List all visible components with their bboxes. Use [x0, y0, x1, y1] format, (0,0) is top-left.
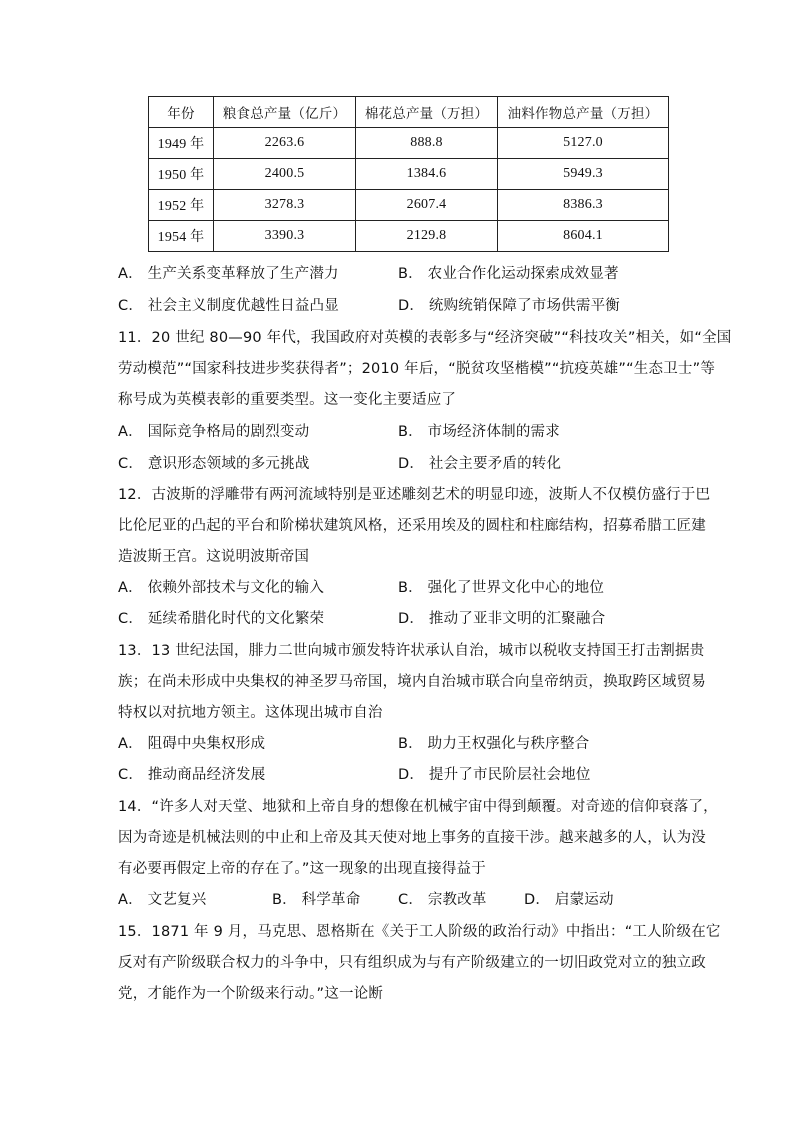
q15-stem-line: 15．1871 年 9 月，马克思、恩格斯在《关于工人阶级的政治行动》中指出：“工人阶级在它 [118, 924, 721, 940]
q12-stem-line: 比伦尼亚的凸起的平台和阶梯状建筑风格，还采用埃及的圆柱和柱廊结构，招募希腊工匠建 [118, 518, 706, 534]
q11-stem-line: 11．20 世纪 80—90 年代，我国政府对英模的表彰多与“经济突破”“科技攻关”相关，如“全国 [118, 330, 732, 346]
q12-option-d[interactable]: D． 推动了亚非文明的汇聚融合 [398, 611, 606, 627]
q10-option-b[interactable]: B． 农业合作化运动探索成效显著 [398, 266, 619, 282]
q13-stem-line: 族；在尚未形成中央集权的神圣罗马帝国，境内自治城市联合向皇帝纳贡，换取跨区域贸易 [118, 674, 706, 690]
production-table [148, 96, 669, 252]
q10-option-d[interactable]: D． 统购统销保障了市场供需平衡 [398, 298, 620, 314]
table-header-cell: 年份 [149, 97, 214, 128]
q13-stem-line: 特权以对抗地方领主。这体现出城市自治 [118, 705, 383, 721]
table-header-row [149, 97, 669, 128]
table-cell: 1952 年 [149, 190, 214, 221]
q13-option-c[interactable]: C． 推动商品经济发展 [118, 767, 266, 783]
table-cell: 2129.8 [356, 221, 498, 252]
q14-stem-line: 因为奇迹是机械法则的中止和上帝及其天使对地上事务的直接干涉。越来越多的人，认为没 [118, 830, 706, 846]
q15-stem-line: 党，才能作为一个阶级来行动。”这一论断 [118, 986, 384, 1002]
q10-option-c[interactable]: C． 社会主义制度优越性日益凸显 [118, 298, 339, 314]
q13-stem-line: 13．13 世纪法国，腓力二世向城市颁发特许状承认自治，城市以税收支持国王打击割据贵 [118, 643, 705, 659]
table-cell: 5949.3 [498, 159, 669, 190]
table-cell: 3278.3 [214, 190, 356, 221]
q14-option-a[interactable]: A． 文艺复兴 [118, 892, 207, 908]
q11-stem-line: 劳动模范”“国家科技进步奖获得者”；2010 年后，“脱贫攻坚楷模”“抗疫英雄”“生态卫士”等 [118, 361, 716, 377]
q12-option-c[interactable]: C． 延续希腊化时代的文化繁荣 [118, 611, 325, 627]
q15-stem-line: 反对有产阶级联合权力的斗争中，只有组织成为与有产阶级建立的一切旧政党对立的独立政 [118, 955, 706, 971]
table-header-cell: 棉花总产量（万担） [356, 97, 498, 128]
table-header-cell: 粮食总产量（亿斤） [214, 97, 356, 128]
q11-option-b[interactable]: B． 市场经济体制的需求 [398, 424, 560, 440]
table-row [149, 221, 669, 252]
q12-stem-line: 12．古波斯的浮雕带有两河流域特别是亚述雕刻艺术的明显印迹，波斯人不仅模仿盛行于巴 [118, 487, 711, 503]
q11-option-d[interactable]: D． 社会主要矛盾的转化 [398, 456, 562, 472]
table-cell: 2400.5 [214, 159, 356, 190]
q14-stem-line: 14．“许多人对天堂、地狱和上帝自身的想像在机械宇宙中得到颠覆。对奇迹的信仰衰落了， [118, 799, 718, 815]
table-cell: 888.8 [356, 128, 498, 159]
table-cell: 2607.4 [356, 190, 498, 221]
table-cell: 1949 年 [149, 128, 214, 159]
table-cell: 8386.3 [498, 190, 669, 221]
q13-option-b[interactable]: B． 助力王权强化与秩序整合 [398, 736, 590, 752]
q14-option-b[interactable]: B． 科学革命 [272, 892, 361, 908]
q14-option-c[interactable]: C． 宗教改革 [398, 892, 487, 908]
table-cell: 5127.0 [498, 128, 669, 159]
table-cell: 1954 年 [149, 221, 214, 252]
table-header-cell: 油料作物总产量（万担） [498, 97, 669, 128]
table-row [149, 159, 669, 190]
q12-stem-line: 造波斯王宫。这说明波斯帝国 [118, 549, 310, 565]
q11-option-a[interactable]: A． 国际竞争格局的剧烈变动 [118, 424, 310, 440]
q11-stem-line: 称号成为英模表彰的重要类型。这一变化主要适应了 [118, 392, 457, 408]
q11-option-c[interactable]: C． 意识形态领域的多元挑战 [118, 456, 310, 472]
table-cell: 8604.1 [498, 221, 669, 252]
table-cell: 1384.6 [356, 159, 498, 190]
table-cell: 1950 年 [149, 159, 214, 190]
q12-option-a[interactable]: A． 依赖外部技术与文化的输入 [118, 580, 325, 596]
q14-option-d[interactable]: D． 启蒙运动 [524, 892, 614, 908]
q12-option-b[interactable]: B． 强化了世界文化中心的地位 [398, 580, 605, 596]
q13-option-a[interactable]: A． 阻碍中央集权形成 [118, 736, 266, 752]
q10-option-a[interactable]: A． 生产关系变革释放了生产潜力 [118, 266, 339, 282]
table-cell: 2263.6 [214, 128, 356, 159]
table-row [149, 190, 669, 221]
table-cell: 3390.3 [214, 221, 356, 252]
table-row [149, 128, 669, 159]
q13-option-d[interactable]: D． 提升了市民阶层社会地位 [398, 767, 591, 783]
q14-stem-line: 有必要再假定上帝的存在了。”这一现象的出现直接得益于 [118, 861, 486, 877]
